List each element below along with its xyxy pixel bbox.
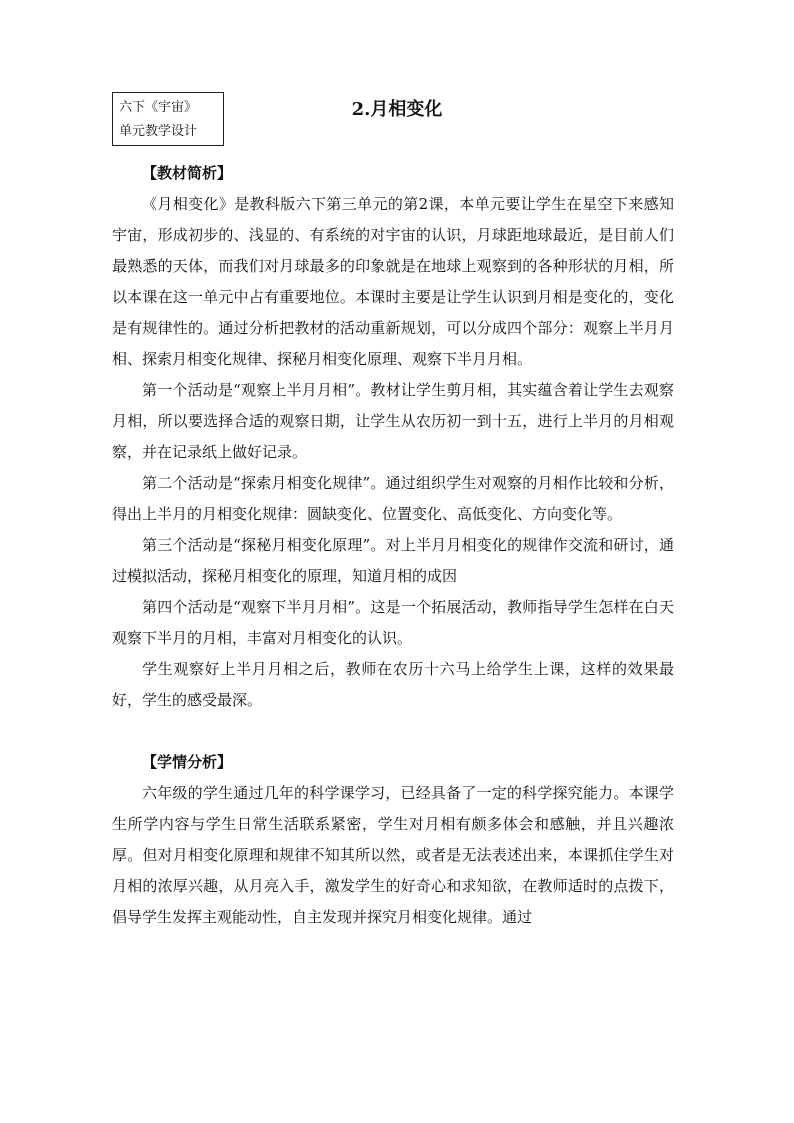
section-heading-textbook-analysis: 【教材简析】: [142, 164, 233, 182]
page-title-text: 2.月相变化: [351, 99, 443, 120]
document-body: [112, 158, 674, 933]
unit-label-line-2: 单元教学设计: [119, 124, 198, 139]
unit-label-line-1: 六下《宇宙》: [119, 100, 198, 115]
paragraph: 学生观察好上半月月相之后，教师在农历十六马上给学生上课，这样的效果最好，学生的感受最深。: [112, 660, 674, 709]
paragraph: 第二个活动是“探索月相变化规律”。通过组织学生对观察的月相作比较和分析，得出上半月的月相变化规律：圆缺变化、位置变化、高低变化、方向变化等。: [112, 474, 674, 523]
section-heading-student-analysis: 【学情分析】: [142, 753, 233, 771]
paragraph: 《月相变化》是教科版六下第三单元的第2课，本单元要让学生在星空下来感知宇宙，形成初步的、浅显的、有系统的对宇宙的认识，月球距地球最近，是目前人们最熟悉的天体，而我们对月球最多的印象就是在地球上观察到的各种形状的月相，所以本课在这一单元中占有重要地位。本课时主要是让学生认识到月相是变化的，变化是有规律性的。通过分析把教材的活动重新规划，可以分成四个部分：观察上半月月相、探索月相变化规律、探秘月相变化原理、观察下半月月相。: [112, 195, 674, 368]
paragraph: 第一个活动是“观察上半月月相”。教材让学生剪月相，其实蕴含着让学生去观察月相，所以要选择合适的观察日期，让学生从农历初一到十五，进行上半月的月相观察，并在记录纸上做好记录。: [112, 381, 674, 461]
paragraph: 第四个活动是“观察下半月月相”。这是一个拓展活动，教师指导学生怎样在白天观察下半月的月相，丰富对月相变化的认识。: [112, 598, 674, 647]
page-title: [0, 96, 794, 124]
paragraph: 六年级的学生通过几年的科学课学习，已经具备了一定的科学探究能力。本课学生所学内容与学生日常生活联系紧密，学生对月相有颇多体会和感触，并且兴趣浓厚。但对月相变化原理和规律不知其所以然，或者是无法表述出来，本课抓住学生对月相的浓厚兴趣，从月亮入手，激发学生的好奇心和求知欲，在教师适时的点拨下，倡导学生发挥主观能动性，自主发现并探究月相变化规律。通过: [112, 784, 674, 926]
section-spacer: [112, 716, 674, 747]
paragraph: 第三个活动是“探秘月相变化原理”。对上半月月相变化的规律作交流和研讨，通过模拟活动，探秘月相变化的原理，知道月相的成因: [112, 536, 674, 585]
